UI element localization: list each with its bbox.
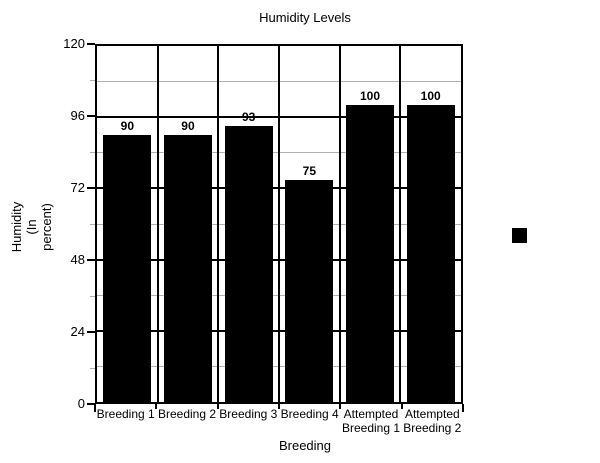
y-axis-tick [87,43,95,45]
x-category-label: Breeding 1 [96,407,155,421]
legend-swatch [512,228,527,243]
bar-value-label: 100 [420,89,441,104]
y-axis-tick [87,115,95,117]
y-axis-minor-tick [90,224,95,225]
y-axis-minor-tick [90,152,95,153]
bar-value-label: 90 [120,119,134,133]
y-axis-minor-tick [90,368,95,369]
category-divider [157,46,159,402]
x-category-label: Attempted Breeding 2 [403,407,462,435]
y-axis-title-line: percent) [39,203,54,251]
bar-value-label: 100 [359,89,380,104]
bar [103,135,151,402]
category-divider [278,46,280,402]
bar-value-label: 90 [181,119,195,133]
plot-area [95,44,463,404]
y-tick-label: 48 [70,252,85,267]
x-category-label: Attempted Breeding 1 [341,407,401,435]
y-tick-label: 120 [63,36,85,51]
x-category-label: Breeding 2 [157,407,217,421]
y-tick-label: 72 [70,180,85,195]
y-axis-minor-tick [90,296,95,297]
y-axis-tick [87,187,95,189]
chart-title: Humidity Levels [259,10,351,25]
y-tick-label: 24 [70,324,85,339]
y-axis-tick [87,331,95,333]
y-axis-tick [87,259,95,261]
bar-value-label: 75 [302,163,316,178]
x-category-label: Breeding 4 [280,407,339,421]
y-axis-title-line: Humidity [9,201,24,253]
bar [164,135,212,402]
x-axis-title: Breeding [278,438,332,453]
bar [407,105,455,402]
bar [346,105,394,402]
bar [225,126,273,402]
category-divider [217,46,219,402]
x-category-label: Breeding 3 [219,407,278,421]
y-tick-label: 0 [77,396,85,411]
bar-value-label: 93 [241,110,256,125]
bar [285,180,333,403]
y-tick-label: 96 [70,108,85,123]
y-axis-minor-tick [90,80,95,81]
y-axis-title-line: (In [24,219,39,235]
